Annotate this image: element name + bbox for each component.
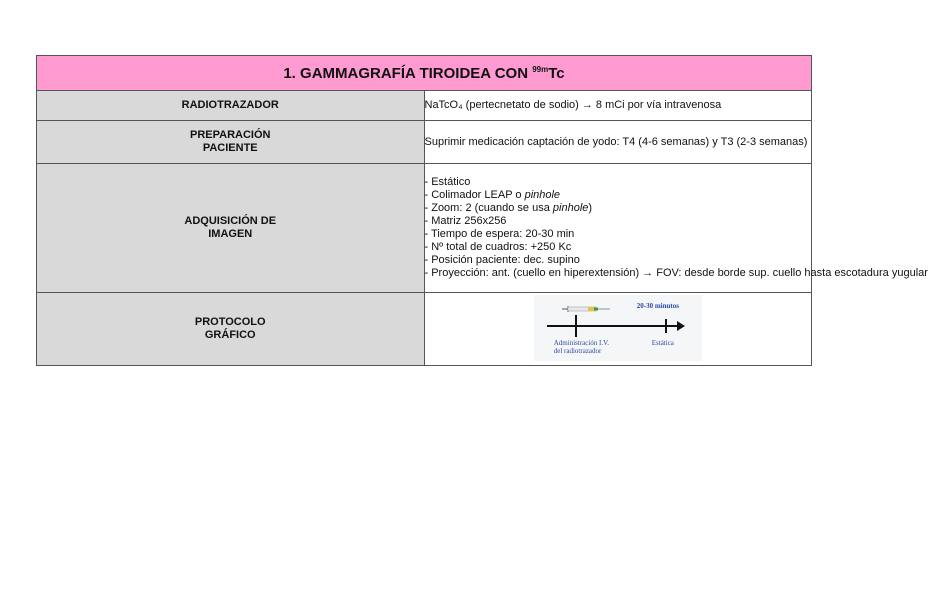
label-line: GRÁFICO: [204, 329, 256, 341]
admin-label-line: Administración I.V.: [553, 339, 610, 347]
label-adquisicion: [37, 164, 425, 293]
label-text: RADIOTRAZADOR: [181, 99, 279, 111]
static-label: Estática: [651, 339, 674, 347]
value-text: NaTcO₄ (pertecnetato de sodio) → 8 mCi por vía intravenosa: [424, 99, 722, 111]
label-line: ADQUISICIÓN DE: [184, 215, 277, 227]
row-radiotrazador: [37, 91, 812, 121]
acq-italic: pinhole: [552, 202, 589, 214]
table-title: [37, 56, 812, 91]
acq-text: ): [588, 202, 593, 214]
acq-line: - Matriz 256x256: [424, 215, 507, 227]
value-radiotrazador: [424, 91, 812, 121]
row-adquisicion: [37, 164, 812, 293]
timeline-arrow-icon: [677, 321, 685, 331]
time-label: 20-30 minutos: [636, 302, 679, 310]
title-text: 1. GAMMAGRAFÍA TIROIDEA CON: [283, 64, 533, 82]
timeline-axis: [547, 325, 679, 327]
timeline-start-tick: [575, 315, 577, 337]
label-line: PROTOCOLO: [194, 316, 266, 328]
value-text: Suprimir medicación captación de yodo: T4 (4-6 semanas) y T3 (2-3 semanas): [424, 135, 808, 148]
label-protocolo: [37, 293, 425, 366]
protocol-graph: [534, 295, 702, 361]
acq-line: - Tiempo de espera: 20-30 min: [424, 228, 575, 240]
acq-line: - Estático: [424, 176, 471, 188]
label-line: IMAGEN: [208, 228, 253, 240]
acq-line: [425, 189, 812, 202]
acq-text: - Colimador LEAP o: [424, 189, 525, 201]
label-line: PACIENTE: [202, 142, 258, 154]
acq-line: - Posición paciente: dec. supino: [424, 254, 580, 266]
admin-label: [554, 339, 609, 355]
timeline-end-tick: [665, 319, 667, 333]
value-preparacion: [424, 121, 812, 164]
acq-line: - Nº total de cuadros: +250 Kc: [424, 241, 572, 253]
label-line: PREPARACIÓN: [190, 129, 271, 141]
title-isotope-symbol: Tc: [548, 64, 565, 82]
protocol-table: [36, 55, 928, 366]
value-protocolo: [424, 293, 812, 366]
acq-italic: pinhole: [524, 189, 561, 201]
value-adquisicion: [424, 164, 928, 293]
syringe-icon: [562, 305, 622, 313]
admin-label-line: del radiotrazador: [553, 347, 602, 355]
label-preparacion: [37, 121, 425, 164]
title-isotope-mass: 99m: [532, 64, 549, 74]
acq-line: - Proyección: ant. (cuello en hiperextensión) → FOV: desde borde sup. cuello hasta escotadura yugular: [424, 267, 928, 279]
row-preparacion: [37, 121, 812, 164]
row-protocolo: [37, 293, 812, 366]
label-radiotrazador: [37, 91, 425, 121]
acq-text: - Zoom: 2 (cuando se usa: [424, 202, 553, 214]
acq-line: [425, 202, 812, 215]
